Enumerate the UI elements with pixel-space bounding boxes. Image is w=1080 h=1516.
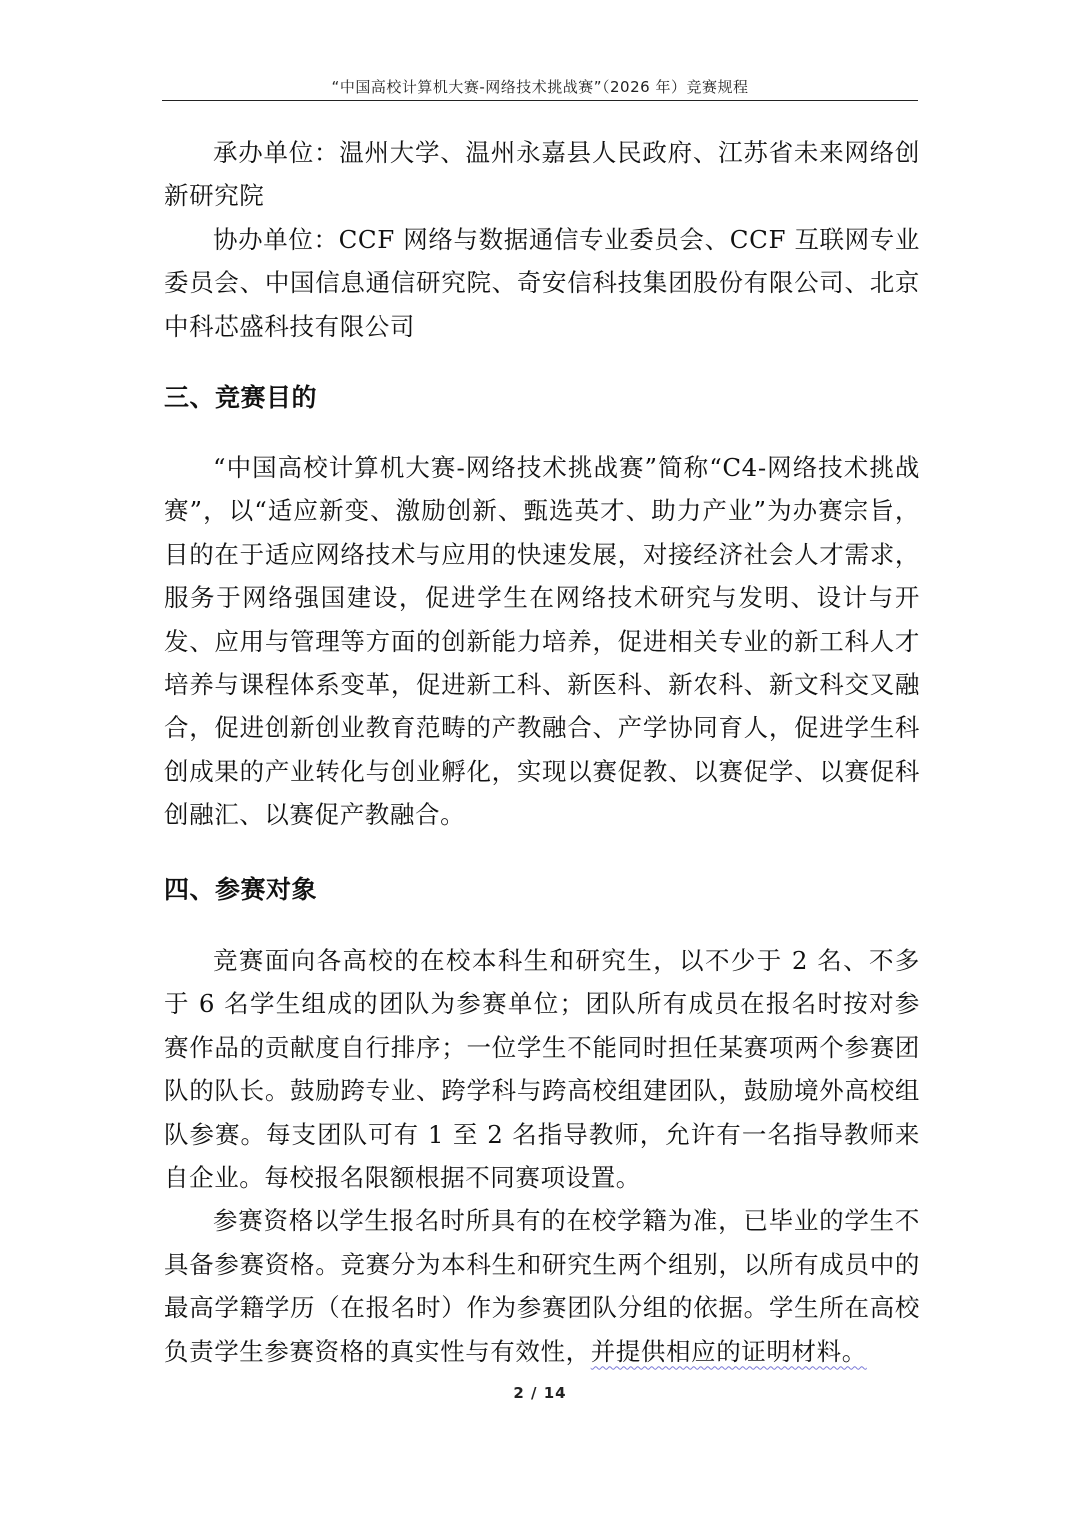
- running-header: “中国高校计算机大赛-网络技术挑战赛”（2026 年）竞赛规程: [162, 74, 918, 101]
- section-heading-participants: 四、参赛对象: [164, 875, 318, 904]
- competition-purpose-paragraph: “中国高校计算机大赛-网络技术挑战赛”简称“C4-网络技术挑战赛”，以“适应新变、激励创新、甄选英才、助力产业”为办赛宗旨，目的在于适应网络技术与应用的快速发展，对接经济社会人才需求，服务于网络强国建设，促进学生在网络技术研究与发明、设计与开发、应用与管理等方面的创新能力培养，促进相关专业的新工科人才培养与课程体系变革，促进新工科、新医科、新农科、新文科交叉融合，促进创新创业教育范畴的产教融合、产学协同育人，促进学生科创成果的产业转化与创业孵化，实现以赛促教、以赛促学、以赛促科创融汇、以赛促产教融合。: [164, 453, 920, 830]
- organizers-block: [164, 131, 920, 348]
- host-organizers-paragraph: 承办单位：温州大学、温州永嘉县人民政府、江苏省未来网络创新研究院: [164, 138, 920, 211]
- participants-block: [164, 939, 920, 1373]
- eligibility-text: 参赛资格以学生报名时所具有的在校学籍为准，已毕业的学生不具备参赛资格。竞赛分为本科生和研究生两个组别，以所有成员中的最高学籍学历（在报名时）作为参赛团队分组的依据。学生所在高校负责学生参赛资格的真实性与有效性，: [164, 1206, 920, 1366]
- participants-paragraph-1: 竞赛面向各高校的在校本科生和研究生，以不少于 2 名、不多于 6 名学生组成的团队为参赛单位；团队所有成员在报名时按对参赛作品的贡献度自行排序；一位学生不能同时担任某赛项两个参赛团队的队长。鼓励跨专业、跨学科与跨高校组建团队，鼓励境外高校组队参赛。每支团队可有 1 至 2 名指导教师，允许有一名指导教师来自企业。每校报名限额根据不同赛项设置。: [164, 946, 920, 1193]
- participants-paragraph-2: [164, 1199, 920, 1373]
- competition-purpose-block: [164, 446, 920, 837]
- page-number: 2 / 14: [513, 1384, 567, 1402]
- section-heading-competition-purpose: 三、竞赛目的: [164, 383, 318, 412]
- spellcheck-underlined-text: 并提供相应的证明材料。: [590, 1336, 867, 1366]
- co-organizers-paragraph: 协办单位：CCF 网络与数据通信专业委员会、CCF 互联网专业委员会、中国信息通信研究院、奇安信科技集团股份有限公司、北京中科芯盛科技有限公司: [164, 224, 920, 341]
